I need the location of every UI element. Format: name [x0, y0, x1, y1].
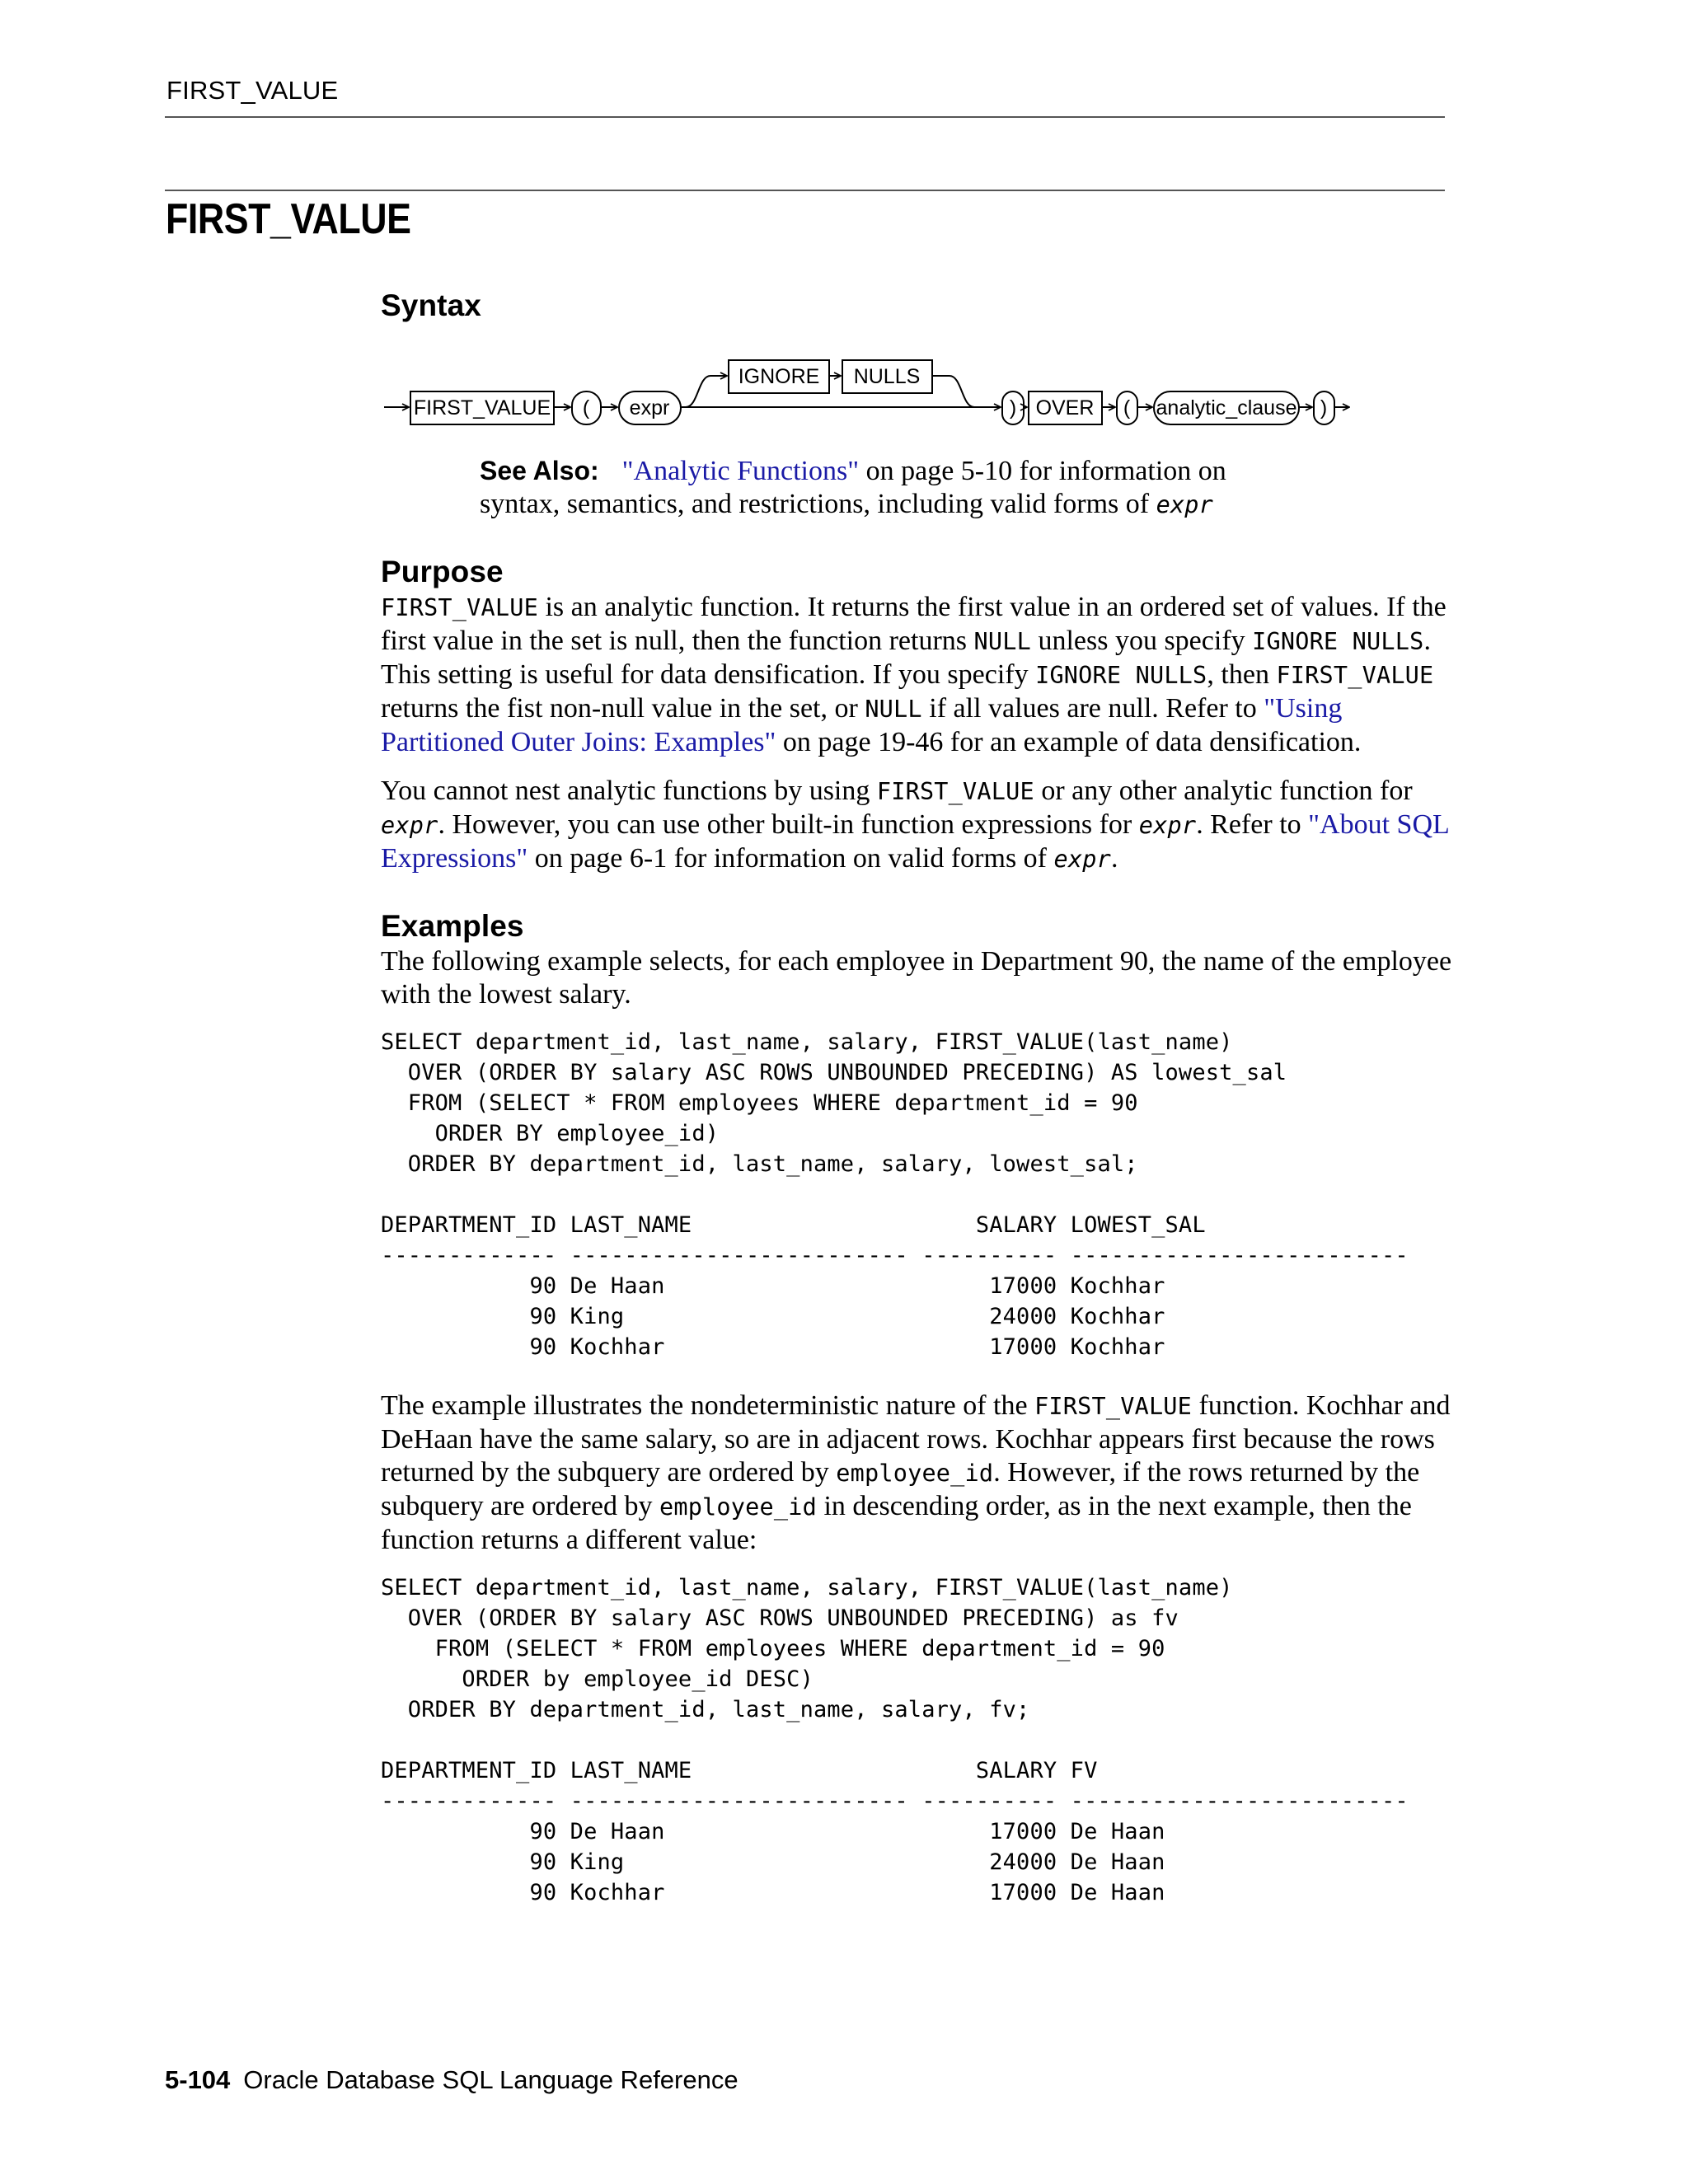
- text: is an analytic function. It returns the first value in an ordered set of values. If the first value in the set is null, then the function returns: [381, 592, 1447, 656]
- ignore-keyword: IGNORE: [738, 365, 820, 388]
- lparen-symbol: (: [582, 396, 590, 419]
- code-expr: expr: [1053, 846, 1111, 873]
- see-also-label: See Also:: [480, 456, 599, 485]
- nulls-keyword: NULLS: [853, 365, 921, 388]
- text: . Refer to: [1196, 809, 1309, 840]
- book-title: Oracle Database SQL Language Reference: [243, 2065, 738, 2094]
- page-title: FIRST_VALUE: [166, 195, 411, 243]
- examples-paragraph-2: [381, 1390, 1452, 1557]
- see-also-text: on page 5-10 for information on syntax, semantics, and restrictions, including valid forms of: [480, 456, 1226, 519]
- analytic-clause-label: analytic_clause: [1156, 396, 1297, 419]
- main-content: [381, 288, 1452, 1908]
- header-rule: [165, 116, 1445, 118]
- text: function. Kochhar and DeHaan have the same salary, so are in adjacent rows. Kochhar appears first because the rows returned by the subquery are ordered by: [381, 1390, 1451, 1488]
- partitioned-outer-joins-link[interactable]: "Using Partitioned Outer Joins: Examples": [381, 693, 1343, 757]
- purpose-heading: Purpose: [381, 555, 504, 588]
- about-sql-expressions-link[interactable]: "About SQL Expressions": [381, 809, 1449, 874]
- see-also-expr: expr: [1156, 491, 1214, 518]
- code-first-value: FIRST_VALUE: [1034, 1393, 1193, 1420]
- running-header: FIRST_VALUE: [166, 76, 339, 105]
- expr-label: expr: [629, 396, 670, 419]
- over-keyword: OVER: [1035, 396, 1095, 419]
- title-rule: [165, 190, 1445, 191]
- examples-heading: Examples: [381, 909, 524, 943]
- purpose-paragraph-2: [381, 775, 1452, 876]
- text: The example illustrates the nondeterministic nature of the: [381, 1390, 1035, 1421]
- code-employee-id: employee_id: [836, 1460, 994, 1487]
- code-employee-id: employee_id: [659, 1493, 817, 1521]
- result-table-2: DEPARTMENT_ID LAST_NAME SALARY FV ------------- ------------------------- ---------- ------------------------- 90 De Haan 17000 De Haan 90 King 24000 De Haan 90 Kochhar 17000 De Haan: [381, 1758, 1409, 1905]
- text: .: [1110, 843, 1118, 874]
- text: on page 6-1 for information on valid forms of: [528, 843, 1054, 874]
- first-value-keyword: FIRST_VALUE: [413, 396, 551, 419]
- text: You cannot nest analytic functions by using: [381, 776, 877, 806]
- analytic-functions-link[interactable]: "Analytic Functions": [621, 456, 860, 486]
- text: or any other analytic function for: [1034, 776, 1413, 806]
- examples-intro: The following example selects, for each employee in Department 90, the name of the employee with the lowest salary.: [381, 946, 1452, 1010]
- see-also-note: [480, 454, 1304, 522]
- lparen2-symbol: (: [1123, 396, 1131, 419]
- rparen2-symbol: ): [1320, 396, 1328, 419]
- code-first-value: FIRST_VALUE: [876, 778, 1034, 805]
- code-null: NULL: [865, 696, 922, 723]
- code-expr: expr: [1138, 812, 1197, 839]
- code-first-value: FIRST_VALUE: [1276, 662, 1434, 689]
- result-table-1: DEPARTMENT_ID LAST_NAME SALARY LOWEST_SAL ------------- ------------------------- ---------- ------------------------- 90 De Haan 17000 Kochhar 90 King 24000 Kochhar 90 Kochhar 17000 Kochhar: [381, 1212, 1409, 1360]
- purpose-paragraph-1: [381, 591, 1452, 759]
- code-null: NULL: [973, 628, 1031, 655]
- code-first-value: FIRST_VALUE: [381, 594, 538, 621]
- page-footer: [165, 2065, 738, 2095]
- code-ignore-nulls: IGNORE NULLS: [1252, 628, 1424, 655]
- text: if all values are null. Refer to: [921, 693, 1264, 724]
- code-ignore-nulls: IGNORE NULLS: [1035, 662, 1207, 689]
- code-example-1: SELECT department_id, last_name, salary, FIRST_VALUE(last_name) OVER (ORDER BY salary ASC ROWS UNBOUNDED PRECEDING) AS lowest_sal FROM (SELECT * FROM employees WHERE department_id = 90 ORDER BY employee_id) ORDER BY department_id, last_name, salary, lowest_sal;: [381, 1029, 1287, 1177]
- code-example-2: SELECT department_id, last_name, salary, FIRST_VALUE(last_name) OVER (ORDER BY salary ASC ROWS UNBOUNDED PRECEDING) as fv FROM (SELECT * FROM employees WHERE department_id = 90 ORDER by employee_id DESC) ORDER BY department_id, last_name, salary, fv;: [381, 1575, 1233, 1722]
- syntax-diagram: [381, 341, 1403, 432]
- text: . However, if the rows returned by the subquery are ordered by: [381, 1457, 1420, 1521]
- page-number: 5-104: [165, 2065, 231, 2094]
- text: on page 19-46 for an example of data densification.: [776, 727, 1362, 757]
- text: . However, you can use other built-in function expressions for: [438, 809, 1139, 840]
- text: . This setting is useful for data densification. If you specify: [381, 626, 1431, 690]
- code-expr: expr: [381, 812, 438, 839]
- text: returns the fist non-null value in the set, or: [381, 693, 865, 724]
- text: , then: [1207, 659, 1277, 690]
- text: in descending order, as in the next example, then the function returns a different value:: [381, 1491, 1412, 1555]
- rparen-symbol: ): [1009, 396, 1017, 419]
- text: unless you specify: [1030, 626, 1253, 656]
- syntax-heading: Syntax: [381, 288, 481, 322]
